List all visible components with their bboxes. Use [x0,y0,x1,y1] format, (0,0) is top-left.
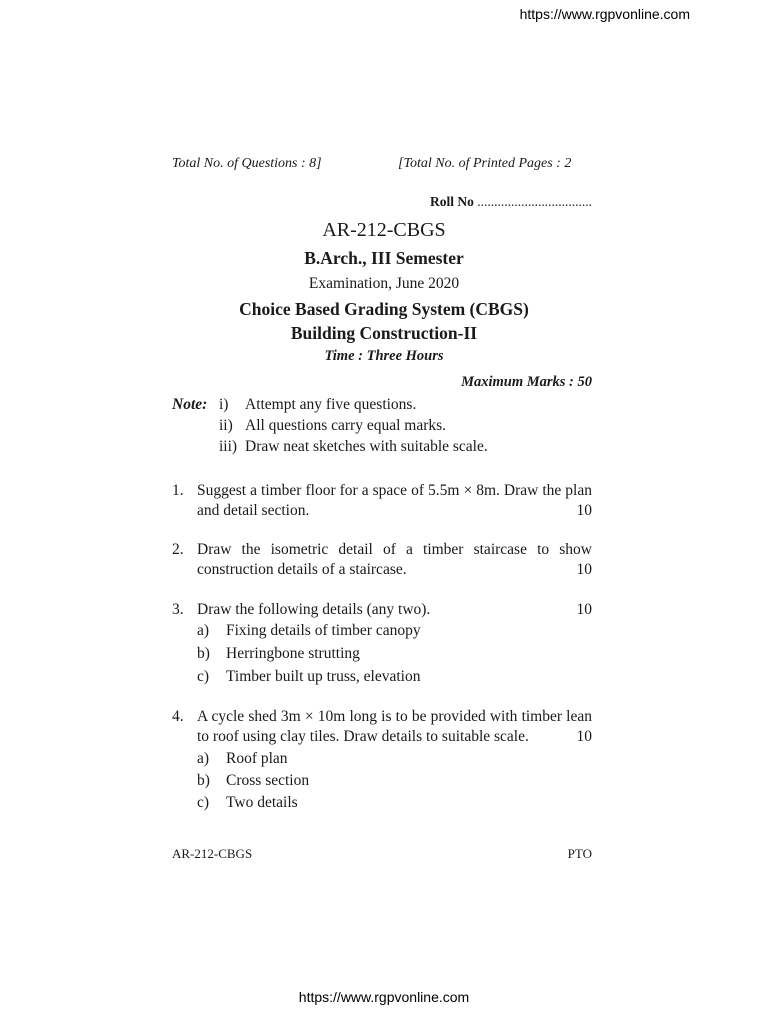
question-1 [172,481,592,520]
sub-question-label: b) [197,645,210,662]
question-2 [172,540,592,579]
footer-url: https://www.rgpvonline.com [298,989,470,1005]
question-text: Draw the isometric detail of a timber staircase to show construction details of a staircase. [197,541,592,578]
note-item-text: All questions carry equal marks. [245,417,447,434]
course-semester: B.Arch., III Semester [304,248,464,268]
sub-question-text: Fixing details of timber canopy [226,622,421,639]
sub-question-label: c) [197,794,210,811]
question-marks: 10 [576,560,592,578]
sub-question-text: Two details [226,794,298,811]
paper-code: AR-212-CBGS [322,219,446,241]
exam-session: Examination, June 2020 [308,275,460,292]
question-3 [172,600,592,620]
question-text: Draw the following details (any two). [197,601,431,618]
sub-question [197,622,421,640]
grading-system: Choice Based Grading System (CBGS) [239,299,529,319]
roll-no [430,194,592,210]
question-text: Suggest a timber floor for a space of 5.5m × 8m. Draw the plan and detail section. [197,482,592,519]
exam-time: Time : Three Hours [324,348,444,364]
note-item-num: ii) [219,417,233,434]
roll-no-label: Roll No [430,194,474,209]
sub-question-label: b) [197,772,210,789]
total-questions: Total No. of Questions : 8] [172,156,322,171]
total-printed-pages: [Total No. of Printed Pages : 2 [398,156,572,171]
question-text: A cycle shed 3m × 10m long is to be provided with timber lean to roof using clay tiles. Draw details to suitable scale. [197,708,592,745]
sub-question-text: Timber built up truss, elevation [226,668,421,685]
sub-question-label: a) [197,622,210,639]
question-number: 3. [172,601,184,618]
note-item [219,438,488,456]
sub-question-text: Roof plan [226,750,288,767]
sub-question-label: c) [197,668,210,685]
sub-question [197,772,309,790]
sub-question-label: a) [197,750,210,767]
sub-question [197,794,298,812]
sub-question [197,668,420,686]
question-marks: 10 [576,727,592,745]
note-item-text: Draw neat sketches with suitable scale. [245,438,488,455]
maximum-marks: Maximum Marks : 50 [461,374,592,390]
note-item-num: iii) [219,438,238,455]
note-item [219,396,416,414]
question-marks: 10 [576,501,592,519]
note-item [219,417,446,435]
sub-question-text: Cross section [226,772,310,789]
footer-pto: PTO [567,846,592,861]
note-label: Note: [172,396,208,413]
header-url: https://www.rgpvonline.com [519,6,690,22]
note-item-num: i) [219,396,229,413]
sub-question [197,750,288,768]
roll-no-blank: .................................. [477,194,592,209]
subject-title: Building Construction-II [290,323,478,343]
note-item-text: Attempt any five questions. [245,396,417,413]
question-4 [172,707,592,746]
sub-question [197,645,360,663]
question-number: 2. [172,541,184,558]
question-number: 4. [172,708,184,725]
question-marks: 10 [576,601,592,618]
question-number: 1. [172,482,184,499]
footer-paper-code: AR-212-CBGS [172,846,253,861]
sub-question-text: Herringbone strutting [226,645,360,662]
